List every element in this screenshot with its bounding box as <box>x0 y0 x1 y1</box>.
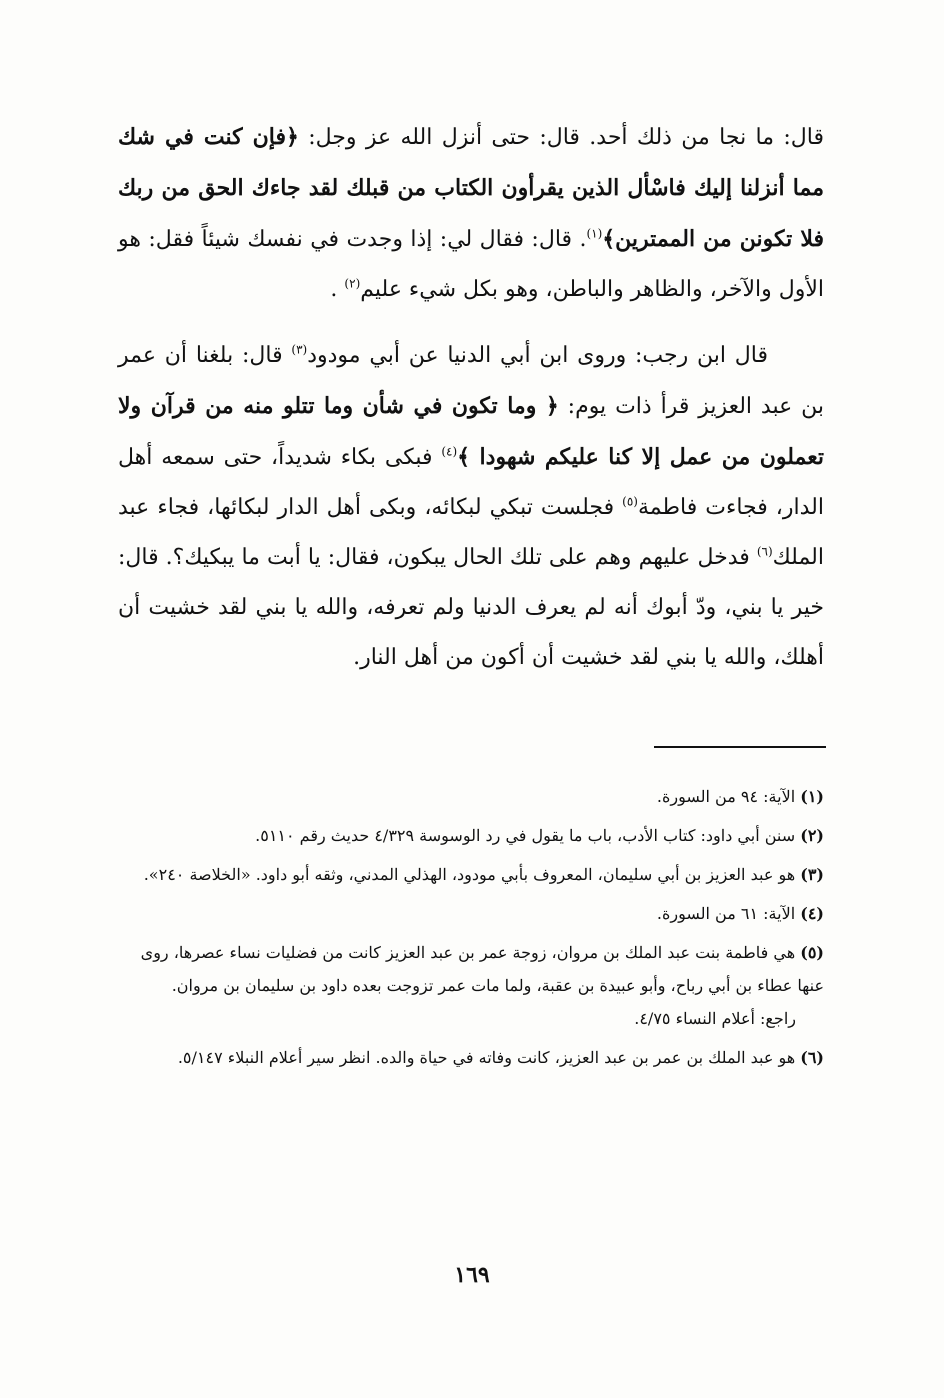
footnote-6 <box>118 1041 824 1074</box>
p2-text-e: فدخل عليهم وهم على تلك الحال يبكون، فقال: يا أبت ما يبكيك؟. قال: خير يا بني، ودّ أبوك أنه لم يعرف الدنيا ولم تعرفه، والله يا بني لقد خشيت أن أهلك، والله يا بني لقد خشيت أن أكون من أهل النار. <box>118 545 824 670</box>
footnote-number: (٦) <box>800 1048 824 1067</box>
quran-verse-1: ﴿فإن كنت في شك مما أنزلنا إليك فاسْأل الذين يقرأون الكتاب من قبلك لقد جاءك الحق من ربك فلا تكونن من الممترين﴾ <box>118 124 825 252</box>
paragraph-2 <box>118 331 824 683</box>
footnote-number: (٣) <box>800 865 824 884</box>
footnote-text: هي فاطمة بنت عبد الملك بن مروان، زوجة عمر بن عبد العزيز كانت من فضليات نساء عصرها، روى عنها عطاء بن أبي رباح، وأبو عبيدة بن عقبة، ولما مات عمر تزوجت بعده داود بن سليمان بن مروان. <box>140 943 824 995</box>
footnote-ref-4[interactable]: (٤) <box>441 444 458 459</box>
footnote-3 <box>118 858 824 891</box>
main-text <box>118 112 824 683</box>
footnote-text: هو عبد العزيز بن أبي سليمان، المعروف بأبي مودود، الهذلي المدني، وثقه أبو داود. «الخلاصة ٢٤٠». <box>143 865 796 884</box>
footnote-ref-1[interactable]: (١) <box>586 226 603 241</box>
footnote-text: الآية: ٩٤ من السورة. <box>656 787 796 806</box>
p2-text-a: قال ابن رجب: وروى ابن أبي الدنيا عن أبي مودود <box>307 343 769 368</box>
p1-text-a: قال: ما نجا من ذلك أحد. قال: حتى أنزل الله عز وجل: <box>298 125 824 150</box>
p1-text-c: . <box>330 277 345 302</box>
p1-text-b: . قال: فقال لي: إذا وجدت في نفسك شيئاً فقل: هو الأول والآخر، والظاهر والباطن، وهو بكل شيء عليم <box>118 227 824 302</box>
footnote-5 <box>118 936 824 1035</box>
footnote-number: (١) <box>800 787 824 806</box>
footnote-number: (٢) <box>800 826 824 845</box>
footnotes <box>118 780 824 1080</box>
footnote-4 <box>118 897 824 930</box>
footnote-ref-5[interactable]: (٥) <box>622 494 638 509</box>
p2-text-d: فجلست تبكي لبكائه، وبكى أهل الدار لبكائها، فجاء عبد الملك <box>118 495 824 570</box>
footnote-extra: راجع: أعلام النساء ٤/٧٥. <box>634 1009 796 1028</box>
footnote-text: هو عبد الملك بن عمر بن عبد العزيز، كانت وفاته في حياة والده. انظر سير أعلام النبلاء ٥/١٤٧. <box>177 1048 796 1067</box>
paragraph-1 <box>118 112 824 315</box>
footnote-ref-2[interactable]: (٢) <box>344 276 361 291</box>
footnote-separator <box>654 746 826 748</box>
footnote-ref-3[interactable]: (٣) <box>291 342 308 357</box>
footnote-number: (٤) <box>800 904 824 923</box>
footnote-text: الآية: ٦١ من السورة. <box>656 904 796 923</box>
footnote-text: سنن أبي داود: كتاب الأدب، باب ما يقول في رد الوسوسة ٤/٣٢٩ حديث رقم ٥١١٠. <box>255 826 796 845</box>
quran-verse-2: ﴿ وما تكون في شأن وما تتلو منه من قرآن ولا تعملون من عمل إلا كنا عليكم شهودا ﴾ <box>118 393 825 470</box>
page-number: ١٦٩ <box>454 1262 490 1288</box>
footnote-ref-6[interactable]: (٦) <box>756 544 773 559</box>
footnote-number: (٥) <box>800 943 824 962</box>
p2-text-c: فبكى بكاء شديداً، حتى سمعه أهل الدار، فجاءت فاطمة <box>118 445 824 520</box>
footnote-2 <box>118 819 824 852</box>
footnote-1 <box>118 780 824 813</box>
p2-text-b: قال: بلغنا أن عمر بن عبد العزيز قرأ ذات يوم: <box>118 343 824 419</box>
